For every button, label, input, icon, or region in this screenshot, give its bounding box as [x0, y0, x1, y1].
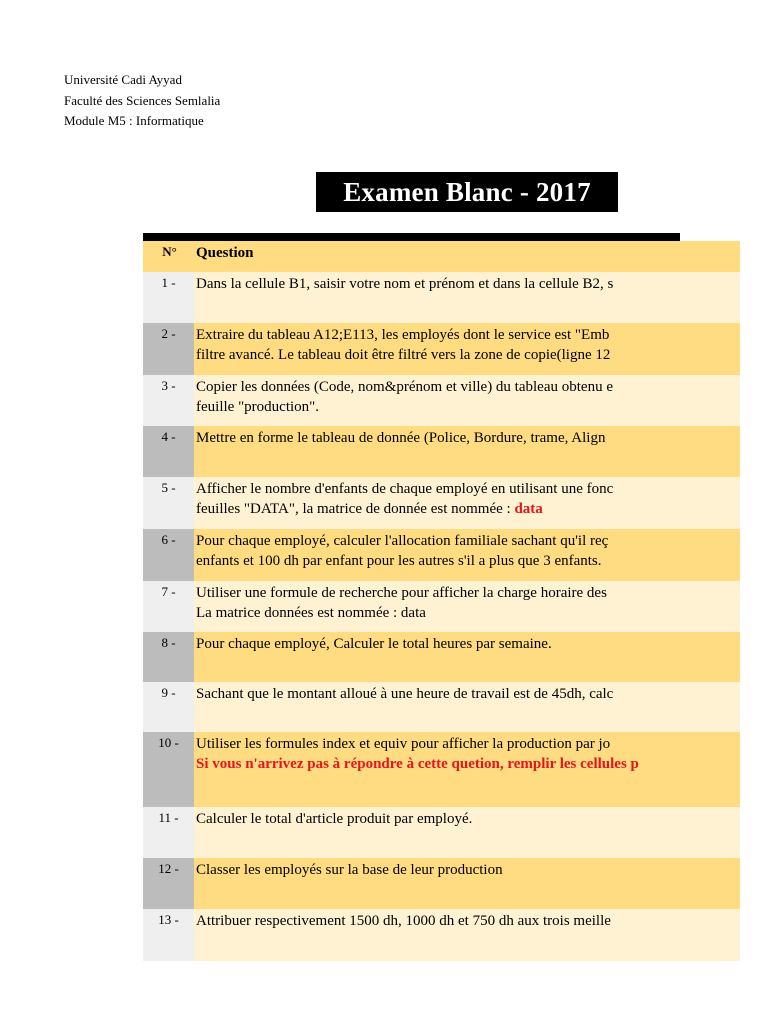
- question-line: Pour chaque employé, calculer l'allocation familiale sachant qu'il reç: [196, 533, 609, 549]
- overflow-cell[interactable]: [680, 375, 740, 426]
- question-number-cell[interactable]: 3 -: [143, 375, 194, 426]
- question-line-text: feuille "production".: [196, 399, 320, 415]
- overflow-cell[interactable]: [680, 529, 740, 581]
- highlighted-note: Si vous n'arrivez pas à répondre à cette quetion, remplir les cellules p: [196, 756, 639, 772]
- overflow-cell[interactable]: [680, 632, 740, 682]
- question-text-cell[interactable]: [194, 858, 680, 909]
- question-number-cell[interactable]: 12 -: [143, 858, 194, 909]
- document-header: [64, 70, 220, 132]
- exam-title: Examen Blanc - 2017: [316, 172, 618, 212]
- question-text-cell[interactable]: [194, 581, 680, 632]
- faculty-name: Faculté des Sciences Semlalia: [64, 92, 221, 108]
- overflow-cell[interactable]: [680, 272, 740, 323]
- question-number-cell[interactable]: 8 -: [143, 632, 194, 682]
- table-row: [143, 529, 740, 581]
- question-number-cell[interactable]: 6 -: [143, 529, 194, 581]
- question-line: Utiliser les formules index et equiv pour afficher la production par jo: [196, 736, 611, 752]
- table-row: [143, 807, 740, 858]
- question-line-text: filtre avancé. Le tableau doit être filtré vers la zone de copie(ligne 12: [196, 347, 611, 363]
- question-text-cell[interactable]: [194, 272, 680, 323]
- question-line-text: La matrice données est nommée : data: [196, 605, 426, 621]
- question-text-cell[interactable]: [194, 529, 680, 581]
- table-row: [143, 323, 740, 375]
- table-row: [143, 682, 740, 732]
- question-text-cell[interactable]: [194, 323, 680, 375]
- question-number-cell[interactable]: 13 -: [143, 909, 194, 961]
- question-line: Copier les données (Code, nom&prénom et ville) du tableau obtenu e: [196, 379, 613, 395]
- question-number-cell[interactable]: 4 -: [143, 426, 194, 477]
- table-row: [143, 632, 740, 682]
- overflow-cell[interactable]: [680, 426, 740, 477]
- question-line: [196, 345, 680, 365]
- question-text-cell[interactable]: [194, 375, 680, 426]
- table-row: [143, 272, 740, 323]
- overflow-cell[interactable]: [680, 477, 740, 529]
- table-row: [143, 581, 740, 632]
- question-line: [196, 499, 680, 519]
- table-header-row: [143, 241, 740, 272]
- title-divider: [143, 233, 680, 241]
- overflow-cell[interactable]: [680, 858, 740, 909]
- question-text-cell[interactable]: [194, 732, 680, 807]
- question-text-cell[interactable]: [194, 426, 680, 477]
- table-row: [143, 426, 740, 477]
- question-line: Sachant que le montant alloué à une heure de travail est de 45dh, calc: [196, 686, 614, 702]
- question-line: [196, 397, 680, 417]
- question-line: Dans la cellule B1, saisir votre nom et prénom et dans la cellule B2, s: [196, 276, 614, 292]
- module-name: Module M5 : Informatique: [64, 113, 204, 128]
- table-row: [143, 858, 740, 909]
- question-number-cell[interactable]: 11 -: [143, 807, 194, 858]
- question-number-cell[interactable]: 5 -: [143, 477, 194, 529]
- question-line: Classer les employés sur la base de leur production: [196, 862, 503, 878]
- question-line: Pour chaque employé, Calculer le total heures par semaine.: [196, 636, 552, 652]
- overflow-cell[interactable]: [680, 807, 740, 858]
- overflow-cell[interactable]: [680, 909, 740, 961]
- question-number-cell[interactable]: 7 -: [143, 581, 194, 632]
- questions-table: [143, 241, 740, 961]
- question-text-cell[interactable]: [194, 909, 680, 961]
- column-header-overflow[interactable]: [680, 241, 740, 272]
- question-line: Afficher le nombre d'enfants de chaque employé en utilisant une fonc: [196, 481, 614, 497]
- table-row: [143, 732, 740, 807]
- column-header-question[interactable]: Question: [194, 241, 680, 272]
- question-line-text: feuilles "DATA", la matrice de donnée est nommée :: [196, 501, 515, 517]
- table-row: [143, 477, 740, 529]
- overflow-cell[interactable]: [680, 581, 740, 632]
- question-text-cell[interactable]: [194, 682, 680, 732]
- question-line: Extraire du tableau A12;E113, les employés dont le service est "Emb: [196, 327, 610, 343]
- question-number-cell[interactable]: 1 -: [143, 272, 194, 323]
- question-text-cell[interactable]: [194, 477, 680, 529]
- table-row: [143, 909, 740, 961]
- question-line: Calculer le total d'article produit par employé.: [196, 811, 473, 827]
- highlighted-note: data: [514, 501, 543, 517]
- question-line: Mettre en forme le tableau de donnée (Police, Bordure, trame, Align: [196, 430, 606, 446]
- university-name: Université Cadi Ayyad: [64, 72, 182, 87]
- question-number-cell[interactable]: 9 -: [143, 682, 194, 732]
- question-line: [196, 603, 680, 623]
- column-header-number[interactable]: N°: [143, 241, 194, 272]
- question-line: Utiliser une formule de recherche pour afficher la charge horaire des: [196, 585, 607, 601]
- question-text-cell[interactable]: [194, 632, 680, 682]
- question-line-text: enfants et 100 dh par enfant pour les autres s'il a plus que 3 enfants.: [196, 553, 602, 569]
- question-line: Attribuer respectivement 1500 dh, 1000 dh et 750 dh aux trois meille: [196, 913, 611, 929]
- question-number-cell[interactable]: 10 -: [143, 732, 194, 807]
- question-line: [196, 754, 680, 774]
- question-line: [196, 551, 680, 571]
- question-text-cell[interactable]: [194, 807, 680, 858]
- overflow-cell[interactable]: [680, 732, 740, 807]
- question-number-cell[interactable]: 2 -: [143, 323, 194, 375]
- table-row: [143, 375, 740, 426]
- overflow-cell[interactable]: [680, 682, 740, 732]
- overflow-cell[interactable]: [680, 323, 740, 375]
